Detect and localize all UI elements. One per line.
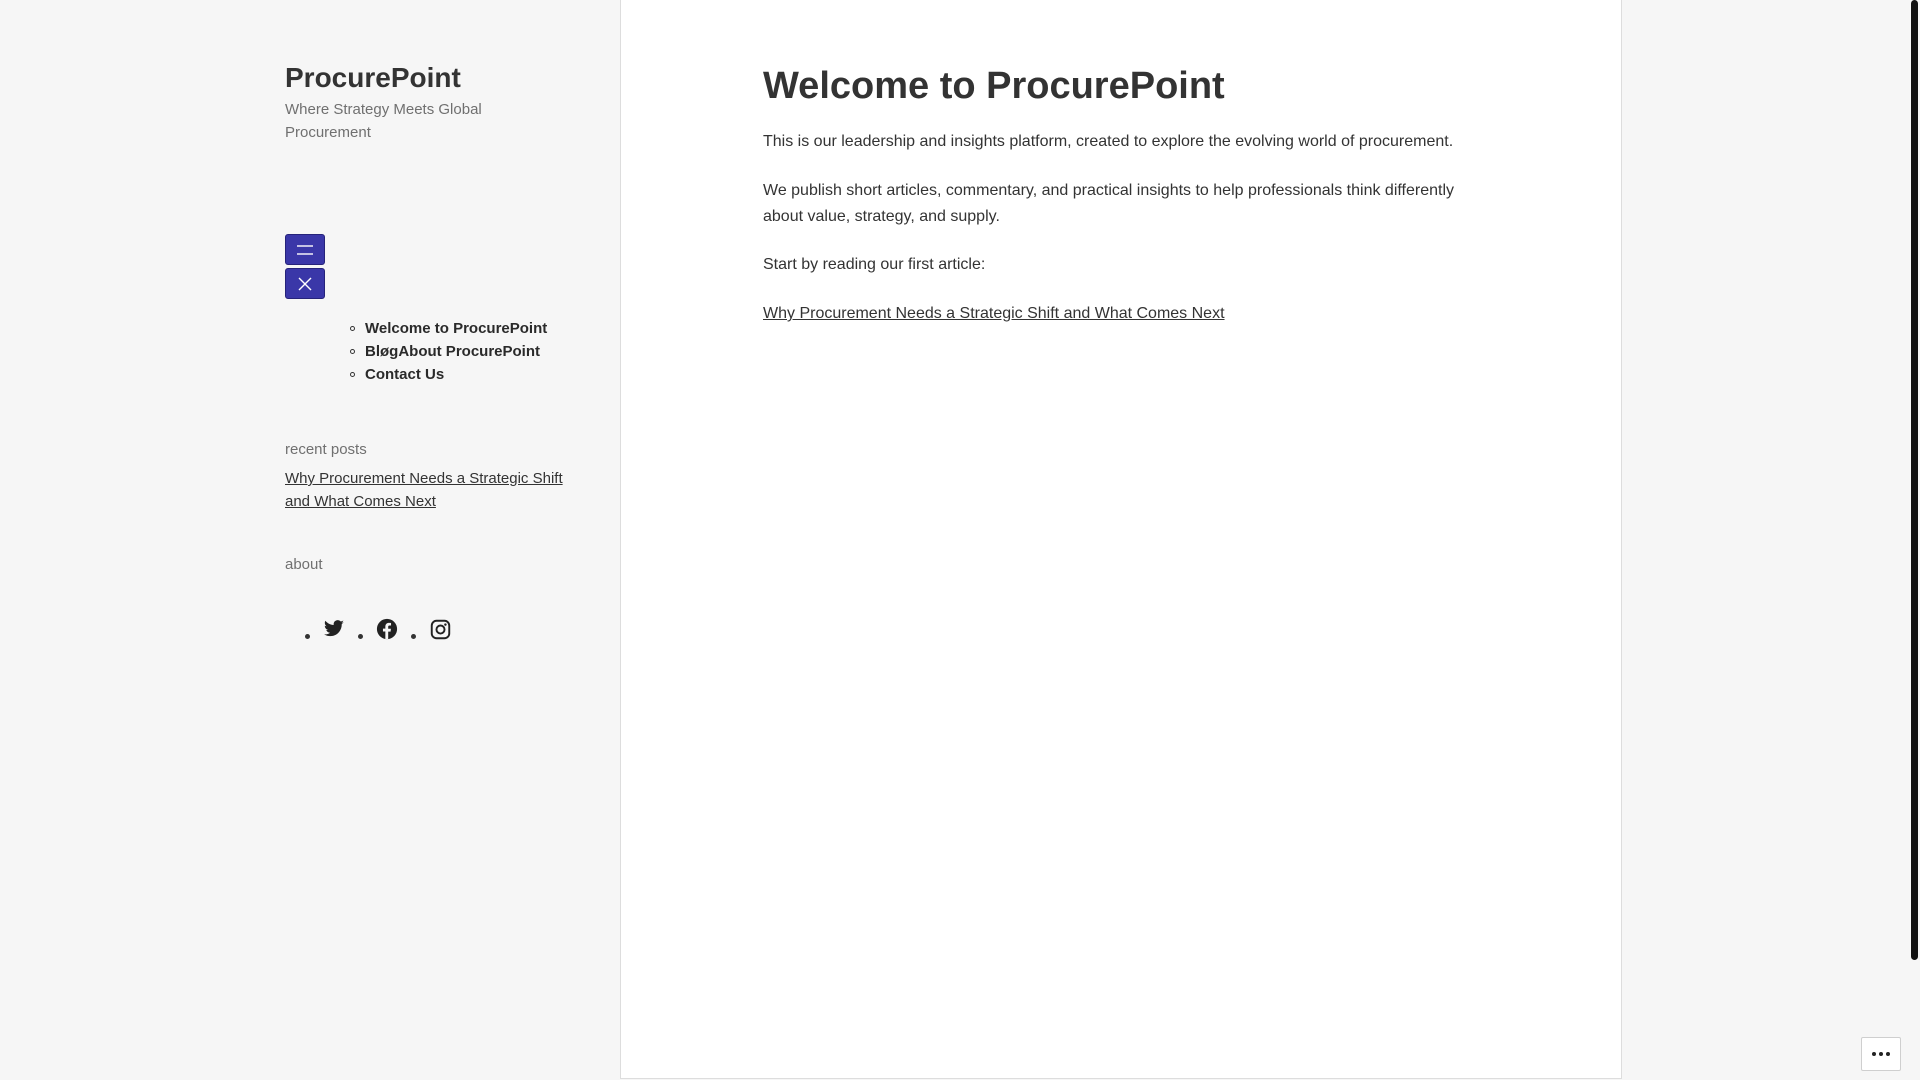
more-horizontal-icon <box>1871 1051 1891 1057</box>
close-icon <box>297 276 313 292</box>
menu-item-blog-about <box>365 340 547 363</box>
about-heading: about <box>285 556 323 573</box>
site-description: Where Strategy Meets Global Procurement <box>285 101 482 141</box>
instagram-icon[interactable] <box>428 617 452 641</box>
scrollbar-thumb[interactable] <box>1911 0 1918 960</box>
intro-paragraph: This is our leadership and insights platform, created to explore the evolving world of procurement. <box>763 133 1454 150</box>
twitter-icon[interactable] <box>322 617 346 641</box>
menu-item-contact <box>365 363 547 386</box>
article-link[interactable]: Why Procurement Needs a Strategic Shift and What Comes Next <box>763 305 1225 322</box>
menu-link-blog-about[interactable]: BløgAbout ProcurePoint <box>365 343 540 360</box>
list-bullet <box>305 634 310 639</box>
recent-posts-heading: recent posts <box>285 441 367 458</box>
menu-close-button[interactable] <box>285 268 325 299</box>
main-content <box>620 0 1622 1079</box>
site-title[interactable]: ProcurePoint <box>285 62 461 93</box>
menu-item-welcome <box>365 317 547 340</box>
page-title: Welcome to ProcurePoint <box>763 65 1225 107</box>
menu-icon <box>296 244 314 256</box>
more-options-button[interactable] <box>1861 1037 1901 1071</box>
recent-post-link[interactable]: Why Procurement Needs a Strategic Shift and What Comes Next <box>285 470 563 510</box>
menu-open-button[interactable] <box>285 234 325 265</box>
primary-menu <box>365 317 547 386</box>
description-paragraph: We publish short articles, commentary, and practical insights to help professionals think differently about value, strategy, and supply. <box>763 182 1454 225</box>
menu-link-welcome[interactable]: Welcome to ProcurePoint <box>365 320 548 337</box>
list-bullet <box>358 634 363 639</box>
facebook-icon[interactable] <box>375 617 399 641</box>
cta-paragraph: Start by reading our first article: <box>763 256 986 273</box>
social-links <box>305 617 464 641</box>
list-bullet <box>411 634 416 639</box>
menu-link-contact[interactable]: Contact Us <box>365 366 445 383</box>
article-link-paragraph <box>763 301 1483 327</box>
